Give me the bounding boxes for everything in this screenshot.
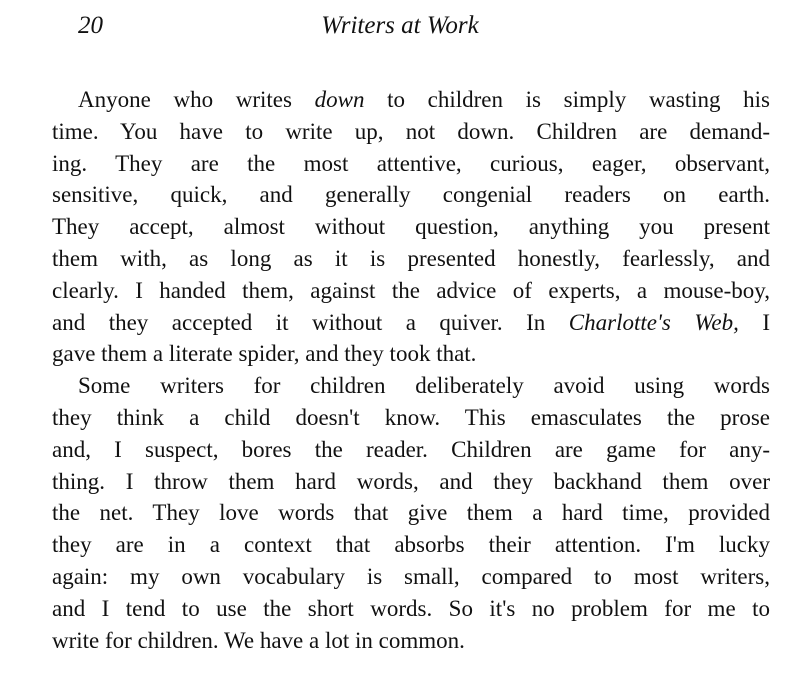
text-line <box>52 370 770 402</box>
text-line <box>52 84 770 116</box>
text-line <box>52 561 770 593</box>
text-segment: they are in a context that absorbs their attention. I'm lucky <box>52 532 770 558</box>
text-segment: ing. They are the most attentive, curious, eager, observant, <box>52 150 770 176</box>
text-segment: clearly. I handed them, against the advice of experts, a mouse-boy, <box>52 277 770 303</box>
text-segment: and I tend to use the short words. So it's no problem for me to <box>52 595 770 621</box>
text-line <box>52 338 770 370</box>
text-line <box>52 402 770 434</box>
text-segment: They accept, almost without question, anything you present <box>52 214 770 240</box>
page-number: 20 <box>78 12 103 39</box>
italic-text: down <box>314 87 365 112</box>
text-line <box>52 211 770 243</box>
text-segment: to children is simply wasting his <box>364 87 770 112</box>
text-line <box>52 275 770 307</box>
text-line <box>52 434 770 466</box>
text-segment: sensitive, quick, and generally congenial readers on earth. <box>52 182 770 208</box>
text-segment: the net. They love words that give them a hard time, provided <box>52 500 770 526</box>
text-line <box>52 179 770 211</box>
text-segment: they think a child doesn't know. This emasculates the prose <box>52 404 770 430</box>
text-line <box>52 466 770 498</box>
text-segment: and, I suspect, bores the reader. Children are game for any- <box>52 436 770 462</box>
page-header <box>0 12 800 46</box>
text-segment: and they accepted it without a quiver. In <box>52 309 569 335</box>
text-segment: Some writers for children deliberately avoid using words <box>78 373 770 399</box>
text-segment: them with, as long as it is presented honestly, fearlessly, and <box>52 245 770 271</box>
italic-text: Charlotte's Web, <box>568 309 739 335</box>
text-segment: gave them a literate spider, and they took that. <box>52 341 477 367</box>
text-segment: Anyone who writes <box>78 87 315 112</box>
body-text <box>52 84 770 656</box>
text-line <box>52 307 770 339</box>
running-title: Writers at Work <box>321 12 479 39</box>
text-segment: write for children. We have a lot in common. <box>52 627 465 653</box>
text-segment: time. You have to write up, not down. Children are demand- <box>52 118 770 144</box>
text-line <box>52 529 770 561</box>
text-line <box>52 497 770 529</box>
text-segment: again: my own vocabulary is small, compared to most writers, <box>52 563 770 589</box>
text-line <box>52 243 770 275</box>
text-line <box>52 116 770 148</box>
text-line <box>52 625 770 657</box>
text-segment: thing. I throw them hard words, and they backhand them over <box>52 468 770 494</box>
text-line <box>52 148 770 180</box>
text-segment: I <box>738 309 770 335</box>
text-line <box>52 593 770 625</box>
